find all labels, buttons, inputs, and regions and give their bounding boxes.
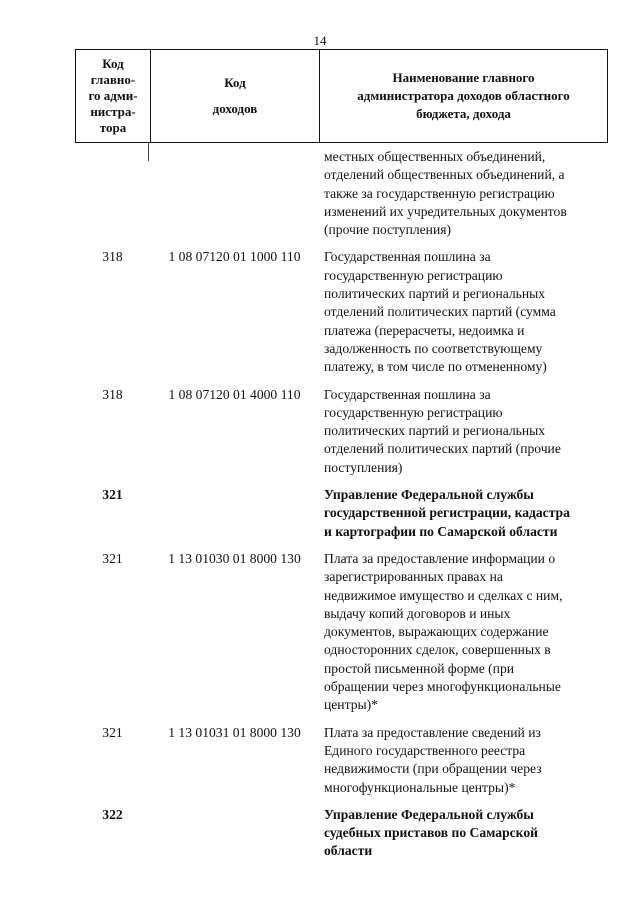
text-line: отделений общественных объединений, а xyxy=(324,167,565,183)
text-line: государственную регистрацию xyxy=(324,404,503,420)
header-name xyxy=(320,50,607,142)
description-cell xyxy=(319,248,608,376)
page-number: 14 xyxy=(313,33,327,48)
text-line: и картографии по Самарской области xyxy=(324,523,558,539)
table-row xyxy=(75,248,608,376)
admin-code-cell: 321 xyxy=(102,724,123,740)
text-line: недвижимое имущество и сделках с ним, xyxy=(324,587,563,603)
header-admin-code-text xyxy=(88,56,137,136)
text-line: Наименование главного xyxy=(392,70,535,85)
description-cell xyxy=(319,806,608,861)
revenue-code-cell: 1 08 07120 01 4000 110 xyxy=(168,386,301,402)
admin-code-cell: 321 xyxy=(102,550,123,566)
admin-code-cell: 318 xyxy=(102,249,123,265)
text-line: выдачу копий договоров и иных xyxy=(324,605,511,621)
text-line: платежу, в том числе по отмененному) xyxy=(324,359,547,375)
text-line: Управление Федеральной службы xyxy=(324,806,534,822)
text-line: односторонних сделок, совершенных в xyxy=(324,642,551,658)
text-line: политических партий и региональных xyxy=(324,423,546,439)
revenue-code-cell: 1 08 07120 01 1000 110 xyxy=(168,249,301,265)
table-row xyxy=(75,550,608,715)
text-line: Код xyxy=(224,75,246,90)
text-line: отделений политических партий (сумма xyxy=(324,304,556,320)
revenue-code-cell xyxy=(150,486,319,541)
text-line: простой письменной форме (при xyxy=(324,660,515,676)
table-row xyxy=(75,148,608,239)
table-row xyxy=(75,724,608,797)
admin-code-cell: 321 xyxy=(102,487,123,503)
admin-code-cell xyxy=(75,148,150,239)
text-line: Плата за предоставление сведений из xyxy=(324,724,541,740)
revenue-code-cell xyxy=(150,148,319,239)
revenue-code-cell: 1 13 01030 01 8000 130 xyxy=(168,550,301,566)
text-line: отделений политических партий (прочие xyxy=(324,441,561,457)
text-line: платежа (перерасчеты, недоимка и xyxy=(324,322,525,338)
text-line: задолженность по соответствующему xyxy=(324,340,543,356)
text-line: документов, выражающих содержание xyxy=(324,624,549,640)
text-line: судебных приставов по Самарской xyxy=(324,825,538,841)
revenue-code-cell xyxy=(150,806,319,861)
text-line: доходов xyxy=(212,101,258,116)
text-line: Государственная пошлина за xyxy=(324,249,491,265)
table-row xyxy=(75,806,608,861)
description-cell xyxy=(319,550,608,715)
text-line: обращении через многофункциональные xyxy=(324,679,561,695)
text-line: (прочие поступления) xyxy=(324,222,452,238)
text-line: государственную регистрацию xyxy=(324,267,503,283)
text-line: Код xyxy=(102,56,124,71)
table-row xyxy=(75,486,608,541)
text-line: политических партий и региональных xyxy=(324,286,546,302)
text-line: го адми- xyxy=(88,88,138,103)
header-revenue-code xyxy=(151,50,320,142)
header-admin-code xyxy=(76,50,151,142)
text-line: Управление Федеральной службы xyxy=(324,487,534,503)
text-line: местных общественных объединений, xyxy=(324,149,546,164)
admin-code-cell: 322 xyxy=(102,806,123,822)
revenue-code-cell: 1 13 01031 01 8000 130 xyxy=(168,724,301,740)
description-cell xyxy=(319,486,608,541)
text-line: Единого государственного реестра xyxy=(324,742,526,758)
admin-code-cell: 318 xyxy=(102,386,123,402)
text-line: главно- xyxy=(90,72,136,87)
header-name-text xyxy=(357,69,569,123)
text-line: государственной регистрации, кадастра xyxy=(324,505,570,521)
table-row xyxy=(75,386,608,477)
text-line: зарегистрированных правах на xyxy=(324,569,503,585)
header-revenue-code-text xyxy=(213,70,258,122)
text-line: бюджета, дохода xyxy=(416,106,511,121)
text-line: тора xyxy=(99,120,127,135)
text-line: нистра- xyxy=(90,104,136,119)
table-body xyxy=(75,148,608,870)
text-line: многофункциональные центры)* xyxy=(324,779,516,795)
text-line: поступления) xyxy=(324,459,403,475)
text-line: Плата за предоставление информации о xyxy=(324,550,556,566)
text-line: изменений их учредительных документов xyxy=(324,203,567,219)
description-cell xyxy=(319,148,608,239)
description-cell xyxy=(319,724,608,797)
table-header xyxy=(75,49,608,143)
text-line: также за государственную регистрацию xyxy=(324,185,555,201)
text-line: Государственная пошлина за xyxy=(324,386,491,402)
text-line: администратора доходов областного xyxy=(357,88,570,103)
description-cell xyxy=(319,386,608,477)
text-line: области xyxy=(324,843,373,859)
text-line: недвижимости (при обращении через xyxy=(324,761,542,777)
text-line: центры)* xyxy=(324,697,378,713)
